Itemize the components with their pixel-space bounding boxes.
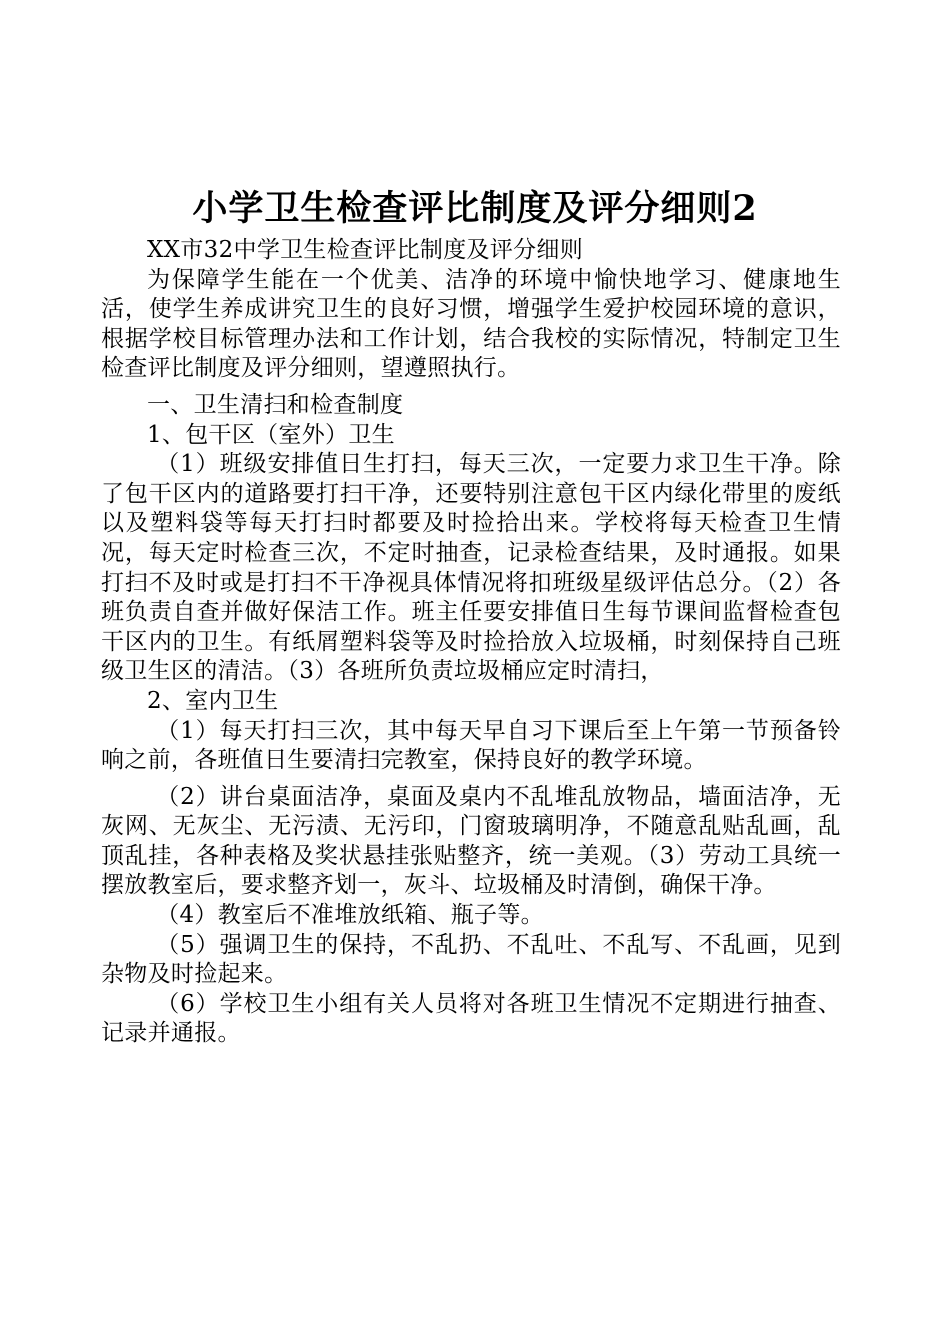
- paragraph-indoor-rule-1: （1）每天打扫三次，其中每天早自习下课后至上午第一节预备铃响之前，各班值日生要清扫完教室，保持良好的教学环境。: [101, 717, 841, 774]
- paragraph-subtitle: XX市32中学卫生检查评比制度及评分细则: [147, 237, 584, 263]
- subsection-heading-1: 1、包干区（室外）卫生: [147, 421, 395, 448]
- document-body: [101, 236, 841, 1049]
- paragraph-indoor-rule-4: （4）教室后不准堆放纸箱、瓶子等。: [156, 902, 544, 929]
- document-title: 小学卫生检查评比制度及评分细则2: [192, 188, 758, 229]
- section-heading-1: 一、卫生清扫和检查制度: [147, 391, 404, 418]
- paragraph-outdoor-rules: （1）班级安排值日生打扫，每天三次，一定要力求卫生干净。除了包干区内的道路要打扫干净，还要特别注意包干区内绿化带里的废纸以及塑料袋等每天打扫时都要及时捡拾出来。学校将每天检查卫生情况，每天定时检查三次，不定时抽查，记录检查结果，及时通报。如果打扫不及时或是打扫不干净视具体情况将扣班级星级评估总分。（2）各班负责自查并做好保洁工作。班主任要安排值日生每节课间监督检查包干区内的卫生。有纸屑塑料袋等及时捡拾放入垃圾桶，时刻保持自己班级卫生区的清洁。（3）各班所负责垃圾桶应定时清扫，: [101, 451, 841, 685]
- paragraph-intro: 为保障学生能在一个优美、洁净的环境中愉快地学习、健康地生活，使学生养成讲究卫生的良好习惯，增强学生爱护校园环境的意识，根据学校目标管理办法和工作计划，结合我校的实际情况，特制定卫生检查评比制度及评分细则，望遵照执行。: [101, 266, 841, 382]
- paragraph-indoor-rule-5: （5）强调卫生的保持，不乱扔、不乱吐、不乱写、不乱画，见到杂物及时捡起来。: [101, 931, 841, 988]
- subsection-heading-2: 2、室内卫生: [147, 687, 279, 714]
- paragraph-indoor-rule-6: （6）学校卫生小组有关人员将对各班卫生情况不定期进行抽查、记录并通报。: [101, 990, 841, 1047]
- paragraph-indoor-rule-2: （2）讲台桌面洁净，桌面及桌内不乱堆乱放物品，墙面洁净，无灰网、无灰尘、无污渍、无污印，门窗玻璃明净，不随意乱贴乱画，乱顶乱挂，各种表格及奖状悬挂张贴整齐，统一美观。（3）劳动工具统一摆放教室后，要求整齐划一，灰斗、垃圾桶及时清倒，确保干净。: [101, 783, 841, 899]
